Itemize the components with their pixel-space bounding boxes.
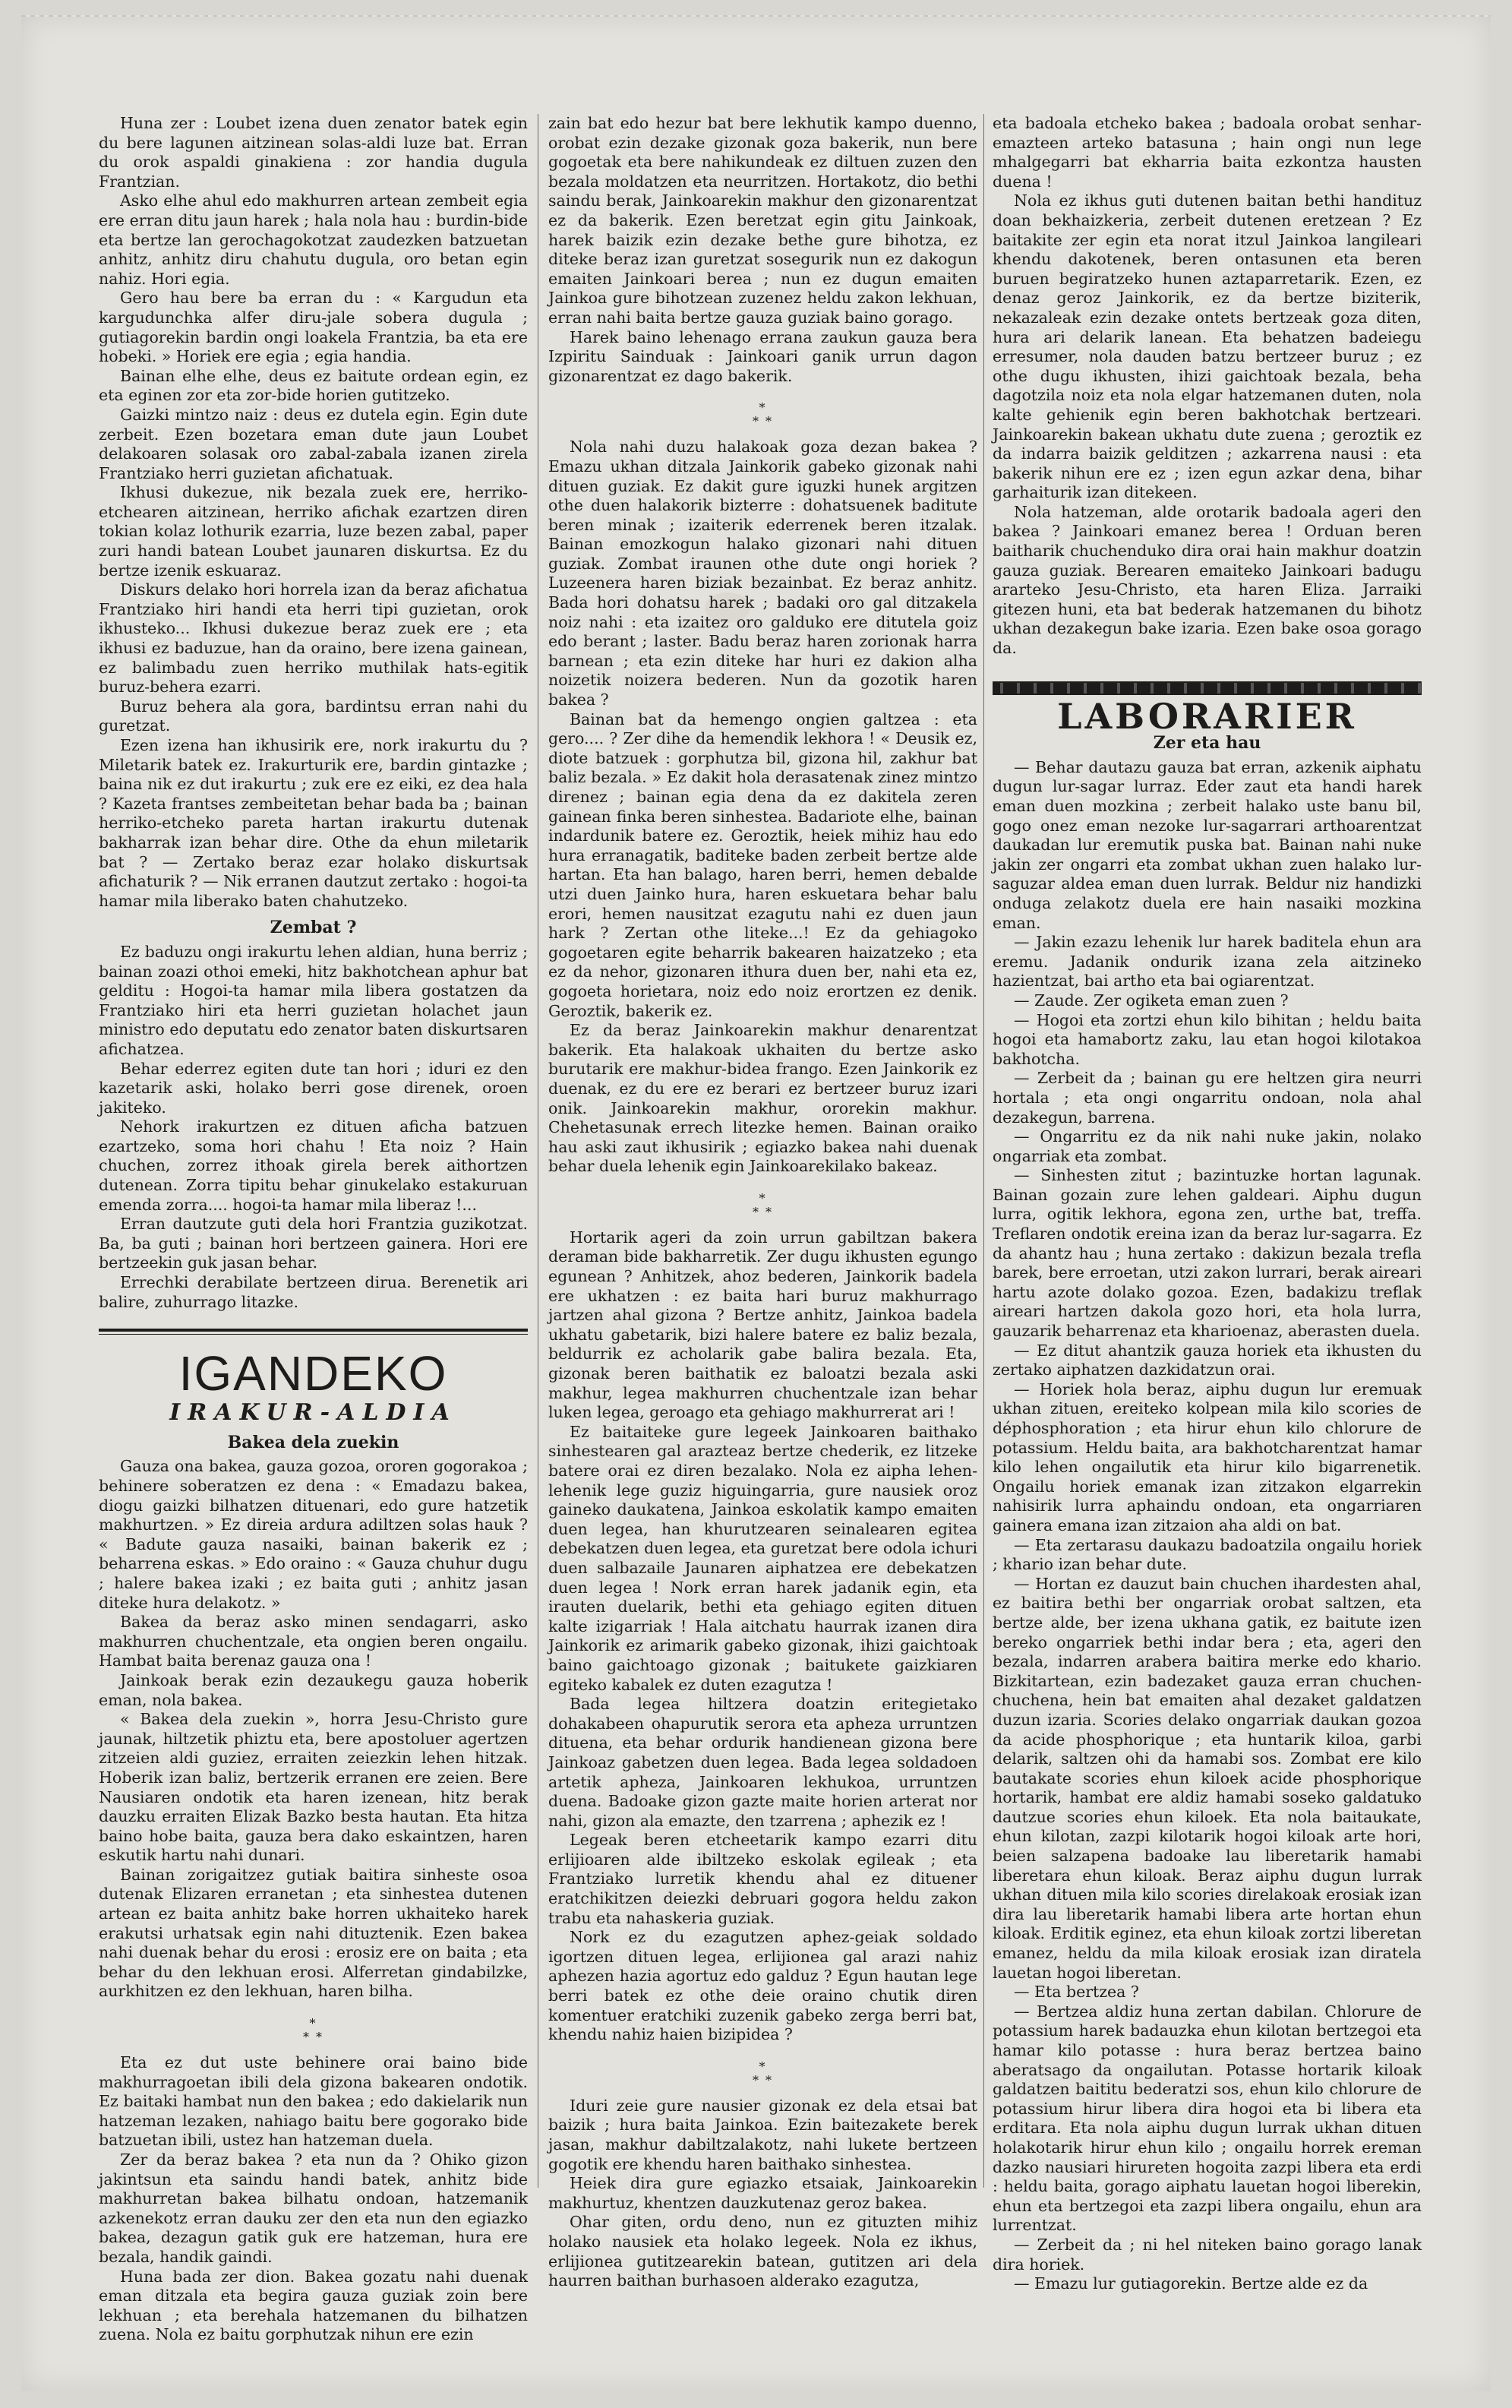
paragraph: Zer da beraz bakea ? eta nun da ? Ohiko gizon jakintsun eta saindu handi batek, anhitz bide makhurretan bakea bilhatu ondoan, hatzemanik azkenekotz erran dauku zer den eta nun den egiazko bakea, dezagun gatik guk ere hatzeman, hura ere bezala, handik gaindi. — [99, 2150, 528, 2266]
column-1 — [99, 114, 528, 2345]
paragraph: Behar ederrez egiten dute tan hori ; iduri ez den kazetarik aski, holako berri gose direnek, oroen jakiteko. — [99, 1059, 528, 1117]
paragraph: Bainan bat da hemengo ongien galtzea : eta gero.... ? Zer dihe da hemendik lekhora ! « Deusik ez, diote batzuek : gorphutza bil, gizona hil, zakhur bat baliz bezala. » Ez dakit hola derasatenak zinez mintzo direnez ; bainan egia dena da ez dakitela zeren gainean finka beren sinhestea. Badariote elhe, bainan indardunik batere ez. Geroztik, heiek mihiz hau edo hura erranagatik, baditeke baden zerbeit bertze alde hartan. Eta han balago, haren berri, hemen debalde utzi duen Jainko hura, haren eskuetara behar balu erori, hemen nausitzat ezagutu nahi ez duen jaun hark ? Zertan othe liteke...! Ez da gehiagoko gogoetaren egite beharrik bakearen haizatzeko ; eta ez da nehor, gizonaren ithura duen ber, nahi eta ez, gogoeta horietara, noiz edo noiz erortzen ez denik. Geroztik, bakerik ez. — [548, 709, 977, 1020]
paragraph: Diskurs delako hori horrela izan da beraz afichatua Frantziako hiri handi eta herri tipi guzietan, orok ikhusteko... Ikhusi dukezue beraz zuek ere ; eta ikhusi ez baduzue, han da oraino, bere izena gainean, ez balimbadu zuen herriko muthilak hats-egitik buruz-behera ezarri. — [99, 580, 528, 697]
paragraph: Legeak beren etcheetarik kampo ezarri ditu erlijioaren alde ibiltzeko eskolak egileak ; eta Frantziako lurretik khendu ahal ez dituener eratchikitzen deiezki debruari gogora heldu zakon trabu eta nahaskeria guziak. — [548, 1831, 977, 1927]
paragraph: eta badoala etcheko bakea ; badoala orobat senhar-emazteen arteko batasuna ; hain ongi nun lege mhalgegarri bat ekharria baita ezkontza hausten duena ! — [993, 114, 1422, 191]
paragraph: — Zerbeit da ; bainan gu ere heltzen gira neurri hortala ; eta ongi ongarritu ondoan, nola ahal dezakegun, barrena. — [993, 1069, 1422, 1127]
section-heading-bakea: Bakea dela zuekin — [227, 1432, 399, 1452]
column-divider — [983, 114, 984, 2188]
masthead-rule-thin — [99, 1334, 528, 1335]
paragraph: Bainan elhe elhe, deus ez baitute ordean egin, ez eta eginen zor eta zor-bide horien gutitzeko. — [99, 366, 528, 405]
paragraph: Harek baino lehenago errana zaukun gauza bera Izpiritu Sainduak : Jainkoari ganik urrun dagon gizonarentzat ez dago bakerik. — [548, 327, 977, 385]
paragraph: — Sinhesten zitut ; bazintuzke hortan lagunak. Bainan gozain zure lehen galdeari. Aiphu dugun lurra, ogitik lekhora, egona zen, urthe bat, treffa. Treflaren ondotik ereina izan da beraz lur-sagarra. Ez da ahantz hau ; huna zertako : dakizun bezala trefla barek, bere erroetan, utzi zakon lurrari, berak aireari hartu azote dolako gozoa. Ezen, badakizu treflak aireari hartzen dakola gozo hori, eta hola lurra, gauzarik beharrenaz eta kharioenaz, aberasten duela. — [993, 1166, 1422, 1341]
paragraph: — Behar dautazu gauza bat erran, azkenik aiphatu dugun lur-sagar lurraz. Eder zaut eta handi harek eman duen mozkina ; zerbeit halako uste banu bil, gogo onez eman nezoke lur-sagarrari arthoarentzat daukadan lur eremutik puska bat. Bainan nahi nuke jakin zer ongarri eta zombat ukhan zuen halako lur-saguzar aldea eman duen lurrak. Beldur niz handizki onduga zelakotz duela ere hain nasaiki mozkina eman. — [993, 757, 1422, 932]
article-bakea-cont — [99, 2053, 528, 2345]
masthead-subtitle: IRAKUR-ALDIA — [169, 1399, 457, 1427]
asterism-divider: * * * — [752, 400, 774, 429]
paragraph: Ohar giten, ordu deno, nun ez gituzten mihiz holako nausiek eta holako legeek. Nola ez ikhus, erlijionea gutitzearekin batean, gutitzen ari dela haurren baithan burhasoen alderako ezagutza, — [548, 2213, 977, 2290]
paragraph: Hortarik ageri da zoin urrun gabiltzan bakera deraman bide bakharretik. Zer dugu ikhusten egungo egunean ? Anhitzek, ahoz bederen, Jainkorik badela ere ukhatzen : ez baita hari buruz makhurrago jartzen ahal gizona ? Bertze anhitz, Jainkoa badela ukhatu gabetarik, bizi halere batere ez baliz bezala, beldurrik ez acholarik gabe balira bezala. Eta, gizonak beren baithatik ez baloatzi bezala aski makhur, legea makhurren chuchentzale izan behar luken legea, geroago eta gehiago makhurrerat ari ! — [548, 1228, 977, 1422]
paragraph: « Bakea dela zuekin », horra Jesu-Christo gure jaunak, hiltzetik phiztu eta, bere apostoluer agertzen zitzeien aldi guziez, erraiten zeiezkin lehen hitzak. Hoberik izan baliz, bertzerik erranen ere zeien. Bere Nausiaren ondotik eta haren izenean, hitz berak dauzku erraiten Elizak Bazko besta hautan. Eta hitza baino hobe baita, gauza bera dako eskaintzen, haren eskutik hartu nahi dunari. — [99, 1710, 528, 1865]
paragraph: zain bat edo hezur bat bere lekhutik kampo duenno, orobat ezin dezake gizonak goza bakerik, nun bere gogoetak eta bere nahikundeak ez diltuen zuzen den bezala moldatzen eta neurritzen. Hortakotz, dio bethi saindu berak, Jainkoarekin makhur den gizonarentzat ez da bakerik. Ezen beretzat egin gitu Jainkoak, harek baizik ezin dezake bethe gure bihotza, ez diteke beraz izan guretzat sosegurik nun ez dakogun emaiten Jainkoari berea ; nun ez dugun emaiten Jainkoa gure bihotzean zuzenez heldu zakon lekhuan, erran nahi baita bertze gauza guziak baino gorago. — [548, 114, 977, 327]
paragraph: Iduri zeie gure nausier gizonak ez dela etsai bat baizik ; hura baita Jainkoa. Ezin baitezakete berek jasan, makhur dabiltzalakotz, nahi lukete bertzeen gogotik ere khendu haren baithako sinhestea. — [548, 2096, 977, 2173]
paragraph: — Horiek hola beraz, aiphu dugun lur eremuak ukhan zituen, ereiteko kolpean mila kilo scories de déphosphoration ; eta hirur ehun kilo chlorure de potassium. Heldu baita, ara bakhotcharentzat hamar kilo lehen ongailutik eta hirur kilo bigarrenetik. Ongailu horiek emanak izan zitzakon elgarrekin nahisirik lurra aphaindu ondoan, eta ongarriaren gainera emana izan zitzaion aha aldi on bat. — [993, 1379, 1422, 1534]
section-title-laborarier: LABORARIER — [1057, 695, 1357, 737]
paragraph: — Eta bertzea ? — [1014, 1983, 1139, 2002]
paragraph: Gaizki mintzo naiz : deus ez dutela egin. Egin dute zerbeit. Ezen bozetara eman dute jaun Loubet delakoaren solasak oro zabal-zabala izanen zirela Frantziako herri guzietan afichatuak. — [99, 405, 528, 482]
paragraph: Nola ez ikhus guti dutenen baitan bethi handituz doan bekhaizkeria, zerbeit dutenen eretzean ? Ez baitakite zer egin eta norat itzul Jainkoa langileari khendu dakotenek, beren ontasunen eta beren buruen begiratzeko hunen aztaparretarik. Ezen, ez denaz geroz Jainkorik, ez da bertze biziterik, nekazaleak ezin dezake ontets bertzeak goza diten, hura ari delarik lanean. Eta behatzen badeiegu erresumer, nola dauden batzu bertzeer buruz ; ez othe dugu ikhusten, ihizi gaichtoak bezala, beha dagotzila noiz eta nola elgar hatzemanen duten, nola kalte gehienik egin beren bakhotchak bertzeari. Jainkoarekin bakean ukhatu dute zuena ; geroztik ez da indarra baizik gelditzen ; azkarrena nausi : eta bakerik nihun ere ez ; izen egun azkar dena, bihar garhaiturik izan ditekeen. — [993, 191, 1422, 502]
paragraph: — Emazu lur gutiagorekin. Bertze alde ez da — [1014, 2274, 1368, 2293]
article-loubet — [99, 114, 528, 911]
paragraph: Bakea da beraz asko minen sendagarri, asko makhurren chuchentzale, eta ongien beren ongailu. Hambat baita berenaz gauza ona ! — [99, 1613, 528, 1670]
column-3 — [993, 114, 1422, 2294]
paragraph: — Hogoi eta zortzi ehun kilo bihitan ; heldu baita hogoi eta hamabortz zaku, lau etan hogoi kilotakoa bakhotcha. — [993, 1010, 1422, 1068]
article-bakea — [99, 1457, 528, 2002]
asterism-divider: * * * — [302, 2016, 324, 2045]
masthead-rule — [99, 1329, 528, 1332]
paragraph: — Zaude. Zer ogiketa eman zuen ? — [1014, 991, 1289, 1010]
paragraph: Ez da beraz Jainkoarekin makhur denarentzat bakerik. Eta halakoak ukhaiten du bertze asko burutarik ere makhur-bidea frango. Ezen Jainkorik ez duenak, ez du ere ez berari ez bertzeer buruz izari onik. Jainkoarekin makhur, ororekin makhur. Chehetasunak errech litezke hemen. Bainan oraiko hau aski zaut ikhusirik ; egiazko bakea nahi duenak behar duela lehenik egin Jainkoarekilako bakeaz. — [548, 1021, 977, 1176]
paragraph: Nork ez du ezagutzen aphez-geiak soldado igortzen dituen legea, erlijionea gal arazi nahiz aphezen hazia agortuz edo galduz ? Egun hautan lege berri batek ez othe deie oraino chutik diren komentuer eratchiki zuzenik gabeko zerga berri bat, khendu nahiz haien bizipidea ? — [548, 1928, 977, 2044]
paragraph: Ez baitaiteke gure legeek Jainkoaren baithako sinhestearen gal arazteaz bertze chederik, ez litzeke batere orai ez diren bezalako. Nola ez aipha lehen-lehenik lege guziz higuingarria, gure nausiek oroz gaineko daukatena, Jainkoa eskolatik kampo emaiten duen legea, han khurutzearen seinalearen egitea debekatzen duen legea, eta guretzat bere odola ichuri duen salbazaile Jaunaren aiphatzea ere debekatzen duen legea ! Nork erran harek jadanik egin, eta irauten duelarik, bethi eta gehiago egiten dituen kalte izigarriak ! Hala aitchatu haurrak izanen dira Jainkorik ez arimarik gabeko gizonak, ihizi gaichtoak baino gaichtoago gizonak ; baitukete gaizkiaren egiteko kabalek ez duten ezagutza ! — [548, 1422, 977, 1694]
paragraph: — Jakin ezazu lehenik lur harek baditela ehun ara eremu. Jadanik ondurik izana zela aitzineko hazientzat, bai artho eta bai ogiarentzat. — [993, 933, 1422, 991]
paragraph: Ikhusi dukezue, nik bezala zuek ere, herriko-etchearen aitzinean, herriko afichak ezartzen diren tokian kolaz lothurik ezarria, luze bezen zabal, paper zuri handi batean Loubet jaunaren diskurtsa. Ez du bertze izenik eskuaraz. — [99, 483, 528, 580]
paragraph: Eta ez dut uste behinere orai baino bide makhurragoetan ibili dela gizona bakearen ondotik. Ez baitaki hambat nun den bakea ; edo dakielarik nun hatzeman lezaken, nahiago baitu bere gogorako bide batzuetan ibili, ustez han hatzeman duela. — [99, 2053, 528, 2150]
paragraph: Errechki derabilate bertzeen dirua. Berenetik ari balire, zuhurrago litazke. — [99, 1273, 528, 1311]
paragraph: Nola hatzeman, alde orotarik badoala ageri den bakea ? Jainkoari emanez berea ! Orduan beren baitharik chuchenduko dira orai hain makhur doatzin gauza guziak. Berearen emaiteko Jainkoari badugu ararteko Jesu-Christo, eta haren Eliza. Jarraiki gitezen huni, eta bat bederak hatzemanen du bihotz ukhan dezakegun bake izaria. Ezen bake osoa gorago da. — [993, 502, 1422, 658]
paragraph: — Ongarritu ez da nik nahi nuke jakin, nolako ongarriak eta zombat. — [993, 1127, 1422, 1165]
paragraph: Huna zer : Loubet izena duen zenator batek egin du bere lagunen aitzinean solas-aldi luze bat. Erran du orok aspaldi ginakiena : zor handia dugula Frantzian. — [99, 114, 528, 191]
section-heading-zer-eta-hau: Zer eta hau — [1153, 733, 1261, 754]
section-heading-zembat: Zembat ? — [270, 918, 357, 938]
paragraph: Asko elhe ahul edo makhurren artean zembeit egia ere erran ditu jaun harek ; hala nola hau : burdin-bide eta bertze lan gerochagokotzat zaudezken batzuetan anhitz, anhitz diru chahutu dugula, oro betan egin nahiz. Hori egia. — [99, 191, 528, 288]
paragraph: — Ez ditut ahantzik gauza horiek eta ikhusten du zertako aiphatzen dazkidatzun orai. — [993, 1341, 1422, 1379]
paragraph: Bainan zorigaitzez gutiak baitira sinheste osoa dutenak Elizaren erranetan ; eta sinhestea dutenen artean ez baita anhitz bake horren ukhaiteko harek erakutsi urhatsak egin nahi dituztenik. Ezen bakea nahi duenak behar du erosi : erosiz ere on baita ; eta behar du den lekhuan erosi. Alferretan gindabilzke, aurkhitzen ez den lekhuan, haren bilha. — [99, 1865, 528, 2001]
paragraph: Nehork irakurtzen ez dituen aficha batzuen ezartzeko, soma hori chahu ! Eta noiz ? Hain chuchen, zorrez ithoak girela berek aithortzen dutenean. Zorra tipitu behar ginukelako estakuruan emenda zorra.... hogoi-ta hamar mila liberaz !... — [99, 1117, 528, 1214]
paragraph: Nola nahi duzu halakoak goza dezan bakea ? Emazu ukhan ditzala Jainkorik gabeko gizonak nahi dituen guziak. Ez dakit gure iguzki hunek argitzen othe duen halakorik bizterre : dohatsuenek baditute beren minak ; izaiterik ederrenek beren itzalak. Bainan emozkogun halako gizonari nahi dituen guziak. Zombat iraunen othe dute ongi horiek ? Luzeenera haren biziak bezainbat. Ez beraz anhitz. Bada hori dohatsu harek ; badaki oro gal ditzakela noiz nahi : eta izaitez oro galduko ere ditutela goiz edo berant ; laster. Badu beraz haren zorionak harra barnean ; eta ezin diteke har huri ez dakion alha noizetik noizera bederen. Nun da gozotik haren bakea ? — [548, 438, 977, 709]
paragraph: Ezen izena han ikhusirik ere, nork irakurtu du ? Miletarik batek ez. Irakurturik ere, bardin gintazke ; baina nik ez dut irakurtu ; zuk ere ez eiki, ez dea hala ? Kazeta frantses zembeitetan behar bada ba ; bainan herriko-etcheko pareta hartan irakurtu dutenak bakharrak izan behar dire. Othe da ehun miletarik bat ? — Zertako beraz ezar holako diskurtsak afichaturik ? — Nik erranen dautzut zertako : hogoi-ta hamar mila liberako baten chahutzeko. — [99, 736, 528, 910]
paragraph: — Eta zertarasu daukazu badoatzila ongailu horiek ; khario izan behar dute. — [993, 1535, 1422, 1574]
paragraph: Buruz behera ala gora, bardintsu erran nahi du guretzat. — [99, 697, 528, 735]
paragraph: Erran dautzute guti dela hori Frantzia guzikotzat. Ba, ba guti ; bainan hori bertzeen gainera. Hori ere bertzeekin guk jasan behar. — [99, 1215, 528, 1272]
column-2 — [548, 114, 977, 2291]
ornamental-rule — [993, 681, 1422, 695]
masthead-title: IGANDEKO — [178, 1346, 448, 1402]
asterism-divider: * * * — [752, 1190, 774, 1219]
paragraph: — Bertzea aldiz huna zertan dabilan. Chlorure de potassium harek badauzka ehun kilotan bertzegoi eta hamar kilo potasse : hura beraz bertzea baino aberatsago da ongailutan. Potasse hortarik kiloak galdatzen baititu bederatzi sos, ehun kilo chlorure de potassium hirur libera dira hogoi eta bi libera eta erditara. Eta nola aiphu dugun lurrak ukhan dituen holakotarik hirur ehun kilo ; ongailu horrek ereman dazko nausiari hirureten hogoita zazpi libera eta erdi : heldu baita, gorago aiphatu lauetan hogoi liberekin, ehun eta bertzegoi eta zazpi libera ongailu, ehun ara lurrentzat. — [993, 2002, 1422, 2235]
paragraph: Gero hau bere ba erran du : « Kargudun eta kargudunchka alfer diru-jale sobera dugula ; gutiagorekin bardin ongi loakela Frantzia, ba eta ere hobeki. » Horiek ere egia ; egia handia. — [99, 289, 528, 366]
paragraph: Jainkoak berak ezin dezaukegu gauza hoberik eman, nola bakea. — [99, 1670, 528, 1709]
paragraph: Huna bada zer dion. Bakea gozatu nahi duenak eman ditzala eta begira gauza guziak zoin bere lekhuan ; eta berehala hatzemanen du bilhatzen zuena. Nola ez baitu gorphutzak nihun ere ezin — [99, 2267, 528, 2344]
asterism-divider: * * * — [752, 2059, 774, 2087]
paragraph: — Zerbeit da ; ni hel niteken baino gorago lanak dira horiek. — [993, 2235, 1422, 2274]
paragraph: Heiek dira gure egiazko etsaiak, Jainkoarekin makhurtuz, khentzen dauzkutenaz geroz bakea. — [548, 2174, 977, 2212]
paragraph: Bada legea hiltzera doatzin eritegietako dohakabeen ohapurutik serora eta apheza urruntzen dituena, eta behar ordurik handienean gizona bere Jainkoaz gabetzen duen legea. Bada legea soldadoen artetik apheza, Jainkoaren lekhukoa, urruntzen duena. Badoake gizon gazte maite horien arterat nor nahi, gizon ala emazte, den tzarrena ; aphezik ez ! — [548, 1695, 977, 1830]
paragraph: Gauza ona bakea, gauza gozoa, ororen gogorakoa ; behinere soberatzen ez dena : « Emadazu bakea, diogu gaizki bilhatzen dituenari, edo gure hatzetik makhurtzen. » Ez direia ardura adiltzen solas hauk ? « Badute gauza nasaiki, bainan bakerik ez ; beharrena eskas. » Edo oraino : « Gauza chuhur dugu ; halere bakea izaki ; ez baita guti ; anhitz jasan diteke hura delakotz. » — [99, 1457, 528, 1612]
paragraph: Ez baduzu ongi irakurtu lehen aldian, huna berriz ; bainan zoazi othoi emeki, hitz bakhotchean aphur bat gelditu : Hogoi-ta hamar mila libera gostatzen da Frantziako hiri eta herri guzietan holachet jaun ministro edo deputatu edo zenator baten diskurtsaren afichatzea. — [99, 942, 528, 1058]
paragraph: — Hortan ez dauzut bain chuchen ihardesten ahal, ez baitira bethi ber ongarriak orobat saltzen, eta bertze alde, ber izena ukhana gatik, ez baitute izen bereko ongarriek bethi indar bera ; eta, ageri den bezala, indarren arabera baitira merke edo khario. Bizkitartean, ezin badezaket gauza erran chuchen-chuchena, hein bat emaiten ahal dezaket galdatzen duzun izaria. Scories delako ongarriak daukan gozoa da acide phosphorique ; eta huntarik kiloa, garbi delarik, saltzen ohi da hamabi sos. Zombat ere kilo bautakate scories ehun kiloek acide phosphorique hortarik, hambat ere aldiz hamabi soseko galdatuko dautzue scories ehun kiloek. Eta nola baitaukate, ehun kilotan, zazpi kilotarik hogoi kiloak arte hori, beien salzapena badoake lau liberetarik hamabi liberetara ehun kiloak. Beraz aiphu dugun lurrak ukhan dituen mila kilo scories direlakoak erosiak izan dira lau liberetarik hamabi libera arte hortan ehun kiloak. Erditik eginez, eta ehun kiloak zortzi liberetan emanez, heldu da mila kiloak erosiak izan diratela lauetan hogoi liberetan. — [993, 1574, 1422, 1982]
article-zembat — [99, 943, 528, 1312]
